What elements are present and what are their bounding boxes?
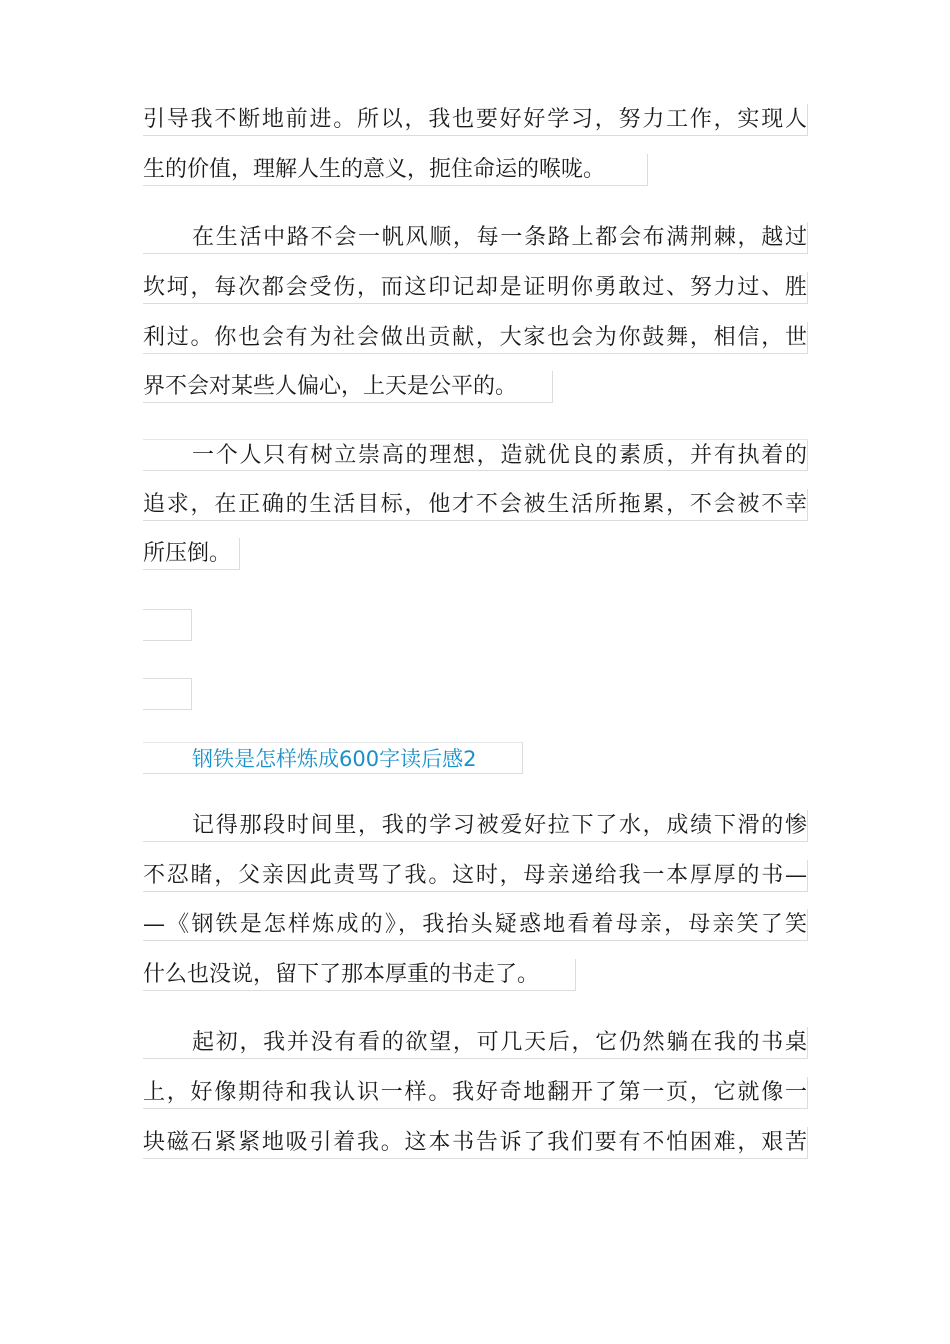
empty-paragraph: [143, 609, 192, 641]
paragraph-line: 利过。你也会有为社会做出贡献，大家也会为你鼓舞，相信，世: [143, 322, 808, 354]
section-heading: 钢铁是怎样炼成600字读后感2: [143, 742, 523, 774]
paragraph-line: 界不会对某些人偏心，上天是公平的。: [143, 371, 553, 403]
paragraph-line: 一个人只有树立崇高的理想，造就优良的素质，并有执着的: [143, 439, 808, 471]
empty-paragraph: [143, 678, 192, 710]
paragraph-line: 上，好像期待和我认识一样。我好奇地翻开了第一页，它就像一: [143, 1077, 808, 1109]
paragraph-line: 在生活中路不会一帆风顺，每一条路上都会布满荆棘，越过: [143, 222, 808, 254]
paragraph-line: 不忍睹，父亲因此责骂了我。这时，母亲递给我一本厚厚的书—: [143, 860, 808, 892]
paragraph-line: 引导我不断地前进。所以，我也要好好学习，努力工作，实现人: [143, 104, 808, 136]
paragraph-line: 块磁石紧紧地吸引着我。这本书告诉了我们要有不怕困难，艰苦: [143, 1127, 808, 1159]
paragraph-line: 记得那段时间里，我的学习被爱好拉下了水，成绩下滑的惨: [143, 810, 808, 842]
paragraph-line: 起初，我并没有看的欲望，可几天后，它仍然躺在我的书桌: [143, 1027, 808, 1059]
paragraph-line: 生的价值，理解人生的意义，扼住命运的喉咙。: [143, 154, 648, 186]
paragraph-line: —《钢铁是怎样炼成的》，我抬头疑惑地看着母亲，母亲笑了笑: [143, 909, 808, 941]
paragraph-line: 什么也没说，留下了那本厚重的书走了。: [143, 959, 576, 991]
paragraph-line: 坎坷，每次都会受伤，而这印记却是证明你勇敢过、努力过、胜: [143, 272, 808, 304]
paragraph-line: 所压倒。: [143, 538, 240, 570]
paragraph-line: 追求，在正确的生活目标，他才不会被生活所拖累，不会被不幸: [143, 489, 808, 521]
